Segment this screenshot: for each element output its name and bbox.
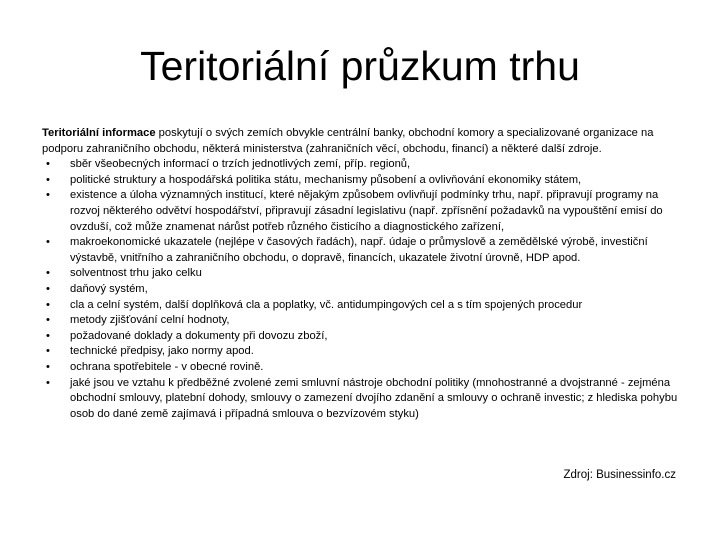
bullet-text: ochrana spotřebitele - v obecné rovině. [70, 360, 264, 373]
bullet-marker: • [46, 173, 50, 186]
bullet-text: existence a úloha významných institucí, které nějakým způsobem ovlivňují podmínky trhu, např. připravují programy na rozvoj některého odvětví hospodářství, připravují zásadní legislativu (např. zpřísnění požadavků na vypouštění emisí do ovzduší, což může znamenat nárůst potřeb různého čisticího a diagnostického zařízení, [70, 189, 663, 233]
bullet-item [42, 266, 690, 282]
bullet-item [42, 235, 690, 266]
intro-text: poskytují o svých zemích obvykle centrální banky, obchodní komory a specializované organizace na podporu zahraničního obchodu, některá ministerstva (zahraničních věcí, obchodu, financí) a některé další zdroje. [42, 127, 654, 155]
bullet-item [42, 188, 690, 235]
bullet-text: solventnost trhu jako celku [70, 267, 202, 280]
bullet-item [42, 282, 690, 298]
intro-bold-term: Teritoriální informace [42, 127, 156, 139]
bullet-marker: • [46, 345, 50, 358]
bullet-item [42, 344, 690, 360]
intro-paragraph [42, 126, 690, 157]
bullet-item [42, 298, 690, 314]
bullet-marker: • [46, 314, 50, 327]
bullet-item [42, 313, 690, 329]
bullet-marker: • [46, 282, 50, 295]
bullet-marker: • [46, 267, 50, 280]
bullet-marker: • [46, 360, 50, 373]
slide-title: Teritoriální průzkum trhu [140, 43, 580, 89]
bullet-text: makroekonomické ukazatele (nejlépe v časových řadách), např. údaje o průmyslově a zemědělské výrobě, investiční výstavbě, vnitřního a zahraničního obchodu, o dopravě, financích, ukazatele životní úrovně, HDP apod. [70, 236, 648, 264]
bullet-item [42, 157, 690, 173]
bullet-marker: • [46, 376, 50, 389]
bullet-marker: • [46, 329, 50, 342]
bullet-item [42, 173, 690, 189]
source-citation: Zdroj: Businessinfo.cz [563, 469, 676, 481]
slide-body [42, 126, 690, 422]
bullet-text: sběr všeobecných informací o trzích jednotlivých zemí, příp. regionů, [70, 158, 411, 171]
bullet-item [42, 376, 690, 423]
bullet-marker: • [46, 236, 50, 249]
bullet-text: daňový systém, [70, 282, 148, 295]
bullet-text: politické struktury a hospodářská politika státu, mechanismy působení a ovlivňování ekonomiky státem, [70, 173, 582, 186]
bullet-text: jaké jsou ve vztahu k předběžné zvolené zemi smluvní nástroje obchodní politiky (mnohostranné a dvojstranné - zejména obchodní smlouvy, platební dohody, smlouvy o zamezení dvojího zdanění a smlouvy o ochraně investic; z hlediska pohybu osob do dané země zajímavá i případná smlouva o bezvízovém styku) [70, 376, 678, 420]
bullet-marker: • [46, 158, 50, 171]
bullet-list [42, 157, 690, 422]
bullet-item [42, 329, 690, 345]
bullet-item [42, 360, 690, 376]
bullet-text: cla a celní systém, další doplňková cla a poplatky, vč. antidumpingových cel a s tím spojených procedur [70, 298, 583, 311]
bullet-marker: • [46, 189, 50, 202]
bullet-marker: • [46, 298, 50, 311]
bullet-text: požadované doklady a dokumenty při dovozu zboží, [70, 329, 328, 342]
bullet-text: technické předpisy, jako normy apod. [70, 345, 254, 358]
bullet-text: metody zjišťování celní hodnoty, [70, 314, 230, 327]
